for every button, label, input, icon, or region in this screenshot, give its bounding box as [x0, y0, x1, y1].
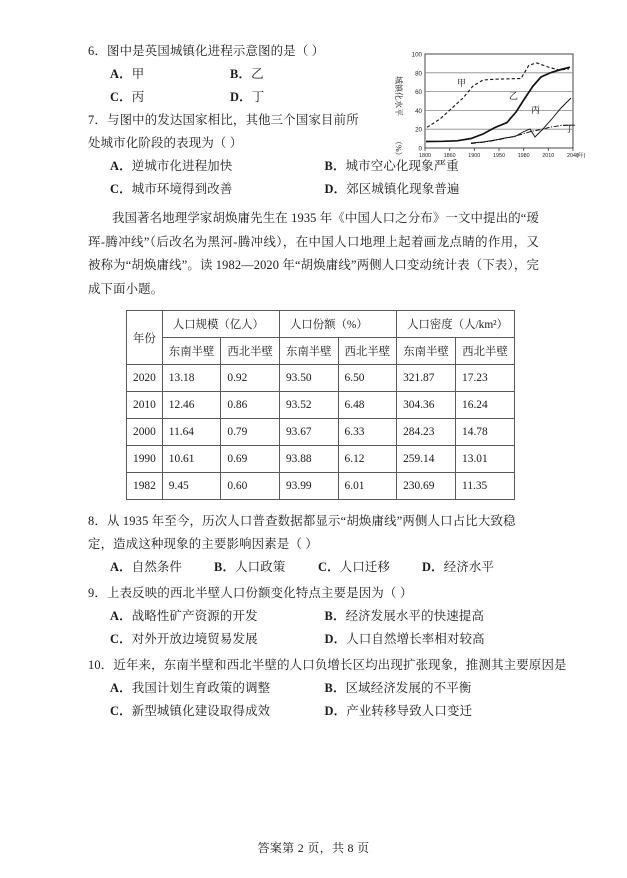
question-9-stem: [88, 582, 539, 605]
svg-text:100: 100: [411, 51, 422, 59]
question-10-option-a[interactable]: [110, 677, 325, 700]
option-label: B．: [324, 159, 346, 173]
urbanization-line-chart: [385, 42, 585, 160]
table-cell: 259.14: [397, 446, 456, 473]
population-statistics-table: [126, 310, 515, 500]
option-text: 乙: [251, 67, 264, 81]
table-header-row-subs: [127, 338, 515, 365]
table-cell: 17.23: [456, 365, 515, 392]
option-label: B．: [230, 67, 252, 81]
question-7-options-row-2: [88, 178, 539, 201]
svg-text:1950: 1950: [493, 153, 505, 159]
svg-text:80: 80: [415, 70, 422, 78]
svg-text:0: 0: [418, 145, 422, 153]
option-label: C．: [110, 704, 132, 718]
option-text: 经济发展水平的快速提高: [345, 609, 485, 623]
question-8-option-d[interactable]: [422, 556, 526, 579]
table-cell: 0.92: [221, 365, 280, 392]
table-cell: 93.88: [279, 446, 338, 473]
table-subheader-scale-se: 东南半壁: [162, 338, 221, 365]
table-header-group-share: 人口份额（%）: [279, 311, 396, 338]
question-9-options-row-1: [88, 605, 539, 628]
table-cell-year: 2010: [127, 392, 163, 419]
question-6-text: 图中是英国城镇化进程示意图的是（ ）: [107, 44, 325, 58]
table-cell: 321.87: [397, 365, 456, 392]
question-9-number: 9．: [88, 586, 107, 600]
option-text: 甲: [131, 67, 145, 81]
question-6-option-b[interactable]: [230, 63, 350, 86]
table-cell-year: 2020: [127, 365, 163, 392]
table-cell: 11.64: [162, 419, 221, 446]
question-8-stem: [88, 510, 539, 556]
table-cell: 16.24: [456, 392, 515, 419]
question-8-number: 8．: [88, 514, 107, 528]
population-statistics-table-wrap: [126, 310, 508, 500]
option-label: D．: [324, 704, 347, 718]
option-text: 战略性矿产资源的开发: [131, 609, 258, 623]
option-label: A．: [110, 681, 132, 695]
question-8-options-row: [88, 556, 539, 579]
table-cell: 6.01: [338, 473, 397, 500]
question-6-number: 6．: [88, 44, 107, 58]
table-subheader-density-se: 东南半壁: [397, 338, 456, 365]
option-text: 郊区城镇化现象普遍: [346, 182, 460, 196]
table-row: [127, 446, 515, 473]
svg-text:1860: 1860: [443, 153, 456, 159]
question-9-options-row-2: [88, 628, 539, 651]
table-cell: 6.50: [338, 365, 397, 392]
table-header-row-groups: [127, 311, 515, 338]
table-cell-year: 1990: [127, 446, 163, 473]
question-9-text: 上表反映的西北半壁人口份额变化特点主要是因为（ ）: [107, 586, 413, 600]
option-text: 城市环境得到改善: [131, 182, 233, 196]
option-text: 产业转移导致人口变迁: [346, 704, 473, 718]
table-cell: 6.33: [338, 419, 397, 446]
svg-text:1900: 1900: [468, 153, 481, 159]
table-cell: 13.01: [456, 446, 515, 473]
table-subheader-density-nw: 西北半壁: [456, 338, 515, 365]
table-row: [127, 419, 515, 446]
table-cell-year: 1982: [127, 473, 163, 500]
option-text: 人口自然增长率相对较高: [346, 632, 485, 646]
table-cell: 11.35: [456, 473, 515, 500]
table-subheader-scale-nw: 西北半壁: [221, 338, 280, 365]
passage-text: 我国著名地理学家胡焕庸先生在 1935 年《中国人口之分布》一文中提出的“瑷珲-腾冲线”（后改名为黑河-腾冲线），在中国人口地理上起着画龙点睛的作用，又被称为“胡焕庸线”。读 1982—2020 年“胡焕庸线”两侧人口变动统计表（下表），完成下面小题。: [88, 211, 539, 296]
option-text: 城市空心化现象严重: [345, 159, 459, 173]
table-header-year: 年份: [127, 311, 163, 365]
question-8-option-b[interactable]: [214, 556, 318, 579]
question-7-text-1: 与图中的发达国家相比，其他三个国家目前所: [107, 113, 359, 127]
option-label: A．: [110, 67, 132, 81]
svg-text:20: 20: [415, 126, 422, 134]
table-cell: 0.79: [221, 419, 280, 446]
page-footer: 答案第 2 页，共 8 页: [257, 841, 370, 855]
question-7-option-d[interactable]: [325, 178, 540, 201]
option-label: D．: [324, 182, 347, 196]
table-cell: 14.78: [456, 419, 515, 446]
chart-ylabel: 城镇化水平: [394, 76, 403, 116]
option-label: C．: [110, 90, 132, 104]
table-cell: 93.99: [279, 473, 338, 500]
option-label: A．: [110, 159, 132, 173]
table-header-group-density: 人口密度（人/km²）: [397, 311, 515, 338]
question-block-6-7: [88, 40, 585, 160]
table-cell: 0.60: [221, 473, 280, 500]
option-text: 我国计划生育政策的调整: [131, 681, 271, 695]
table-row: [127, 365, 515, 392]
table-cell: 6.48: [338, 392, 397, 419]
option-label: A．: [110, 560, 132, 574]
question-6-option-a[interactable]: [110, 63, 230, 86]
chart-ylabel-unit: （%）: [394, 137, 403, 160]
question-7-option-c[interactable]: [110, 178, 325, 201]
option-label: B．: [324, 609, 346, 623]
table-cell: 0.69: [221, 446, 280, 473]
table-row: [127, 392, 515, 419]
table-cell: 9.45: [162, 473, 221, 500]
option-text: 区域经济发展的不平衡: [345, 681, 472, 695]
svg-text:2010: 2010: [542, 153, 555, 159]
svg-text:丙: 丙: [531, 105, 541, 115]
question-10-options-row-2: [88, 700, 539, 723]
question-6-option-d[interactable]: [230, 86, 350, 109]
table-cell: 93.67: [279, 419, 338, 446]
question-7-option-a[interactable]: [110, 155, 325, 178]
table-subheader-share-nw: 西北半壁: [338, 338, 397, 365]
question-7-stem-line-2: 处城市化阶段的表现为（ ）: [88, 136, 243, 150]
table-cell: 284.23: [397, 419, 456, 446]
table-subheader-share-se: 东南半壁: [279, 338, 338, 365]
svg-text:丁: 丁: [565, 124, 575, 134]
option-label: B．: [324, 681, 346, 695]
svg-text:1800: 1800: [419, 153, 431, 159]
question-9-option-c[interactable]: [110, 628, 325, 651]
svg-text:(年): (年): [576, 153, 585, 159]
question-6-option-c[interactable]: [110, 86, 230, 109]
svg-text:40: 40: [415, 107, 422, 115]
option-label: D．: [422, 560, 444, 574]
table-cell-year: 2000: [127, 419, 163, 446]
table-row: [127, 473, 515, 500]
option-label: C．: [110, 182, 132, 196]
option-label: C．: [110, 632, 132, 646]
table-header-group-scale: 人口规模（亿人）: [162, 311, 279, 338]
question-10-option-d[interactable]: [325, 700, 540, 723]
option-text: 丙: [131, 90, 145, 104]
option-label: D．: [230, 90, 252, 104]
option-text: 人口政策: [235, 560, 286, 574]
svg-text:60: 60: [415, 89, 422, 97]
option-label: B．: [214, 560, 236, 574]
option-text: 自然条件: [131, 560, 183, 574]
option-text: 人口迁移: [339, 560, 391, 574]
question-8-text: 从 1935 年至今，历次人口普查数据都显示“胡焕庸线”两侧人口占比大致稳定，造成这种现象的主要影响因素是（ ）: [88, 514, 516, 551]
table-cell: 93.52: [279, 392, 338, 419]
option-text: 新型城镇化建设取得成效: [131, 704, 271, 718]
option-text: 经济水平: [443, 560, 495, 574]
question-10-option-b[interactable]: [325, 677, 540, 700]
question-7-number: 7．: [88, 113, 107, 127]
table-cell: 304.36: [397, 392, 456, 419]
option-text: 丁: [251, 90, 265, 104]
option-text: 对外开放边境贸易发展: [131, 632, 258, 646]
option-label: C．: [318, 560, 340, 574]
table-cell: 230.69: [397, 473, 456, 500]
question-10-stem: [88, 654, 567, 677]
question-10-options-row-1: [88, 677, 539, 700]
table-cell: 93.50: [279, 365, 338, 392]
table-cell: 13.18: [162, 365, 221, 392]
question-9-option-d[interactable]: [325, 628, 540, 651]
question-9-option-a[interactable]: [110, 605, 325, 628]
svg-text:乙: 乙: [509, 91, 519, 101]
option-label: D．: [324, 632, 347, 646]
table-cell: 10.61: [162, 446, 221, 473]
table-cell: 12.46: [162, 392, 221, 419]
question-10-option-c[interactable]: [110, 700, 325, 723]
question-10-text: 近年来，东南半壁和西北半壁的人口负增长区均出现扩张现象，推测其主要原因是: [113, 658, 567, 672]
svg-text:甲: 甲: [457, 78, 467, 88]
question-8-option-a[interactable]: [110, 556, 214, 579]
svg-text:2040: 2040: [567, 153, 579, 159]
option-label: A．: [110, 609, 132, 623]
question-8-option-c[interactable]: [318, 556, 422, 579]
svg-text:1980: 1980: [517, 153, 530, 159]
table-cell: 6.12: [338, 446, 397, 473]
option-text: 逆城市化进程加快: [131, 159, 233, 173]
table-cell: 0.86: [221, 392, 280, 419]
question-10-number: 10．: [88, 658, 114, 672]
question-9-option-b[interactable]: [325, 605, 540, 628]
